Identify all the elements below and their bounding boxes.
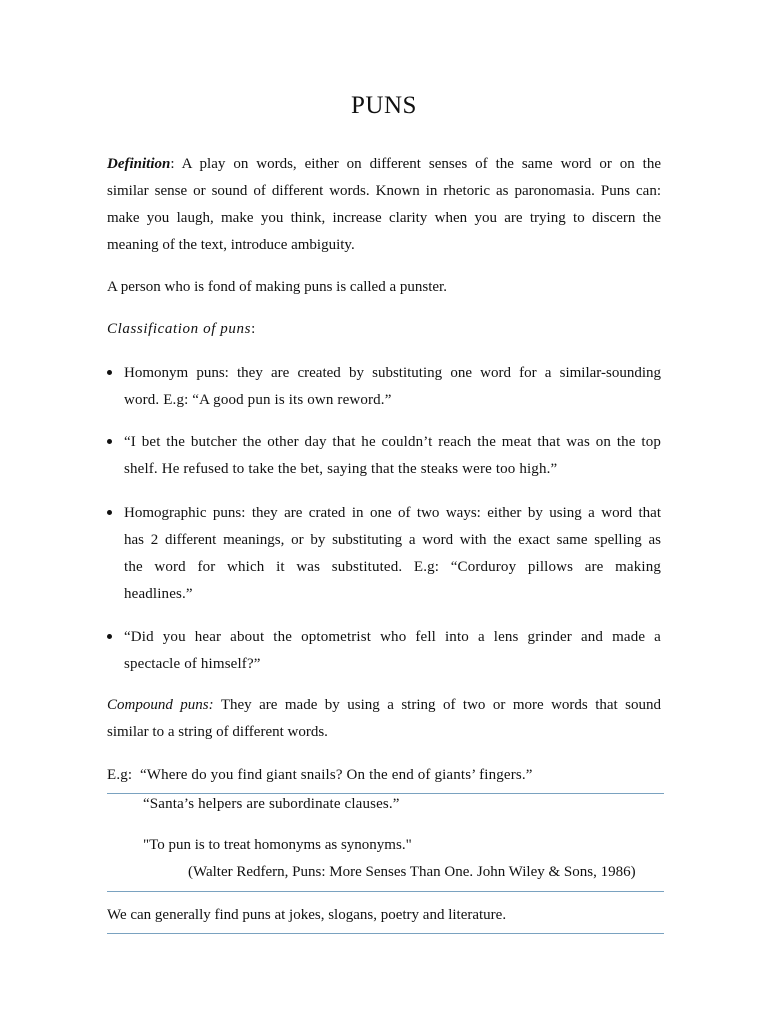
bullet-icon <box>107 634 112 639</box>
punster-sentence: A person who is fond of making puns is called a punster. <box>107 279 447 295</box>
classification-heading <box>107 316 661 343</box>
example-line-1 <box>107 765 533 785</box>
compound-label: Compound puns: <box>107 697 214 713</box>
compound-line-1 <box>107 692 661 719</box>
closing-sentence: We can generally find puns at jokes, slogans, poetry and literature. <box>107 907 507 923</box>
definition-line-4: meaning of the text, introduce ambiguity. <box>107 237 355 253</box>
bullet-2-line-1: “I bet the butcher the other day that he couldn’t reach the meat that was on the top <box>124 434 661 450</box>
definition-line-1-text: A play on words, either on different senses of the same word or on the <box>181 156 662 172</box>
citation: (Walter Redfern, Puns: More Senses Than One. John Wiley & Sons, 1986) <box>188 864 636 880</box>
example-3: "To pun is to treat homonyms as synonyms." <box>143 837 412 853</box>
bullet-icon <box>107 510 112 515</box>
example-1: “Where do you find giant snails? On the end of giants’ fingers.” <box>140 767 533 783</box>
bullet-icon <box>107 439 112 444</box>
bullet-3-line-2: has 2 different meanings, or by substituting a word with the exact same spelling as <box>124 532 661 548</box>
classification-colon: : <box>251 321 256 337</box>
bullet-3-line-1: Homographic puns: they are crated in one of two ways: either by using a word that <box>124 505 661 521</box>
bullet-4-line-1: “Did you hear about the optometrist who fell into a lens grinder and made a <box>124 629 661 645</box>
definition-paragraph <box>107 151 661 259</box>
definition-line-3: make you laugh, make you think, increase clarity when you are trying to discern the <box>107 210 661 226</box>
page-title: PUNS <box>351 92 417 119</box>
punster-paragraph <box>107 274 661 301</box>
bullet-1-line-1: Homonym puns: they are created by substituting one word for a similar-sounding <box>124 365 661 381</box>
bullet-1-line-2: word. E.g: “A good pun is its own reword.” <box>124 392 392 408</box>
definition-colon: : <box>170 156 182 172</box>
divider <box>107 933 664 934</box>
bullet-3-line-3: the word for which it was substituted. E.g: “Corduroy pillows are making <box>124 559 661 575</box>
example-2: “Santa’s helpers are subordinate clauses.” <box>143 796 400 812</box>
bullet-4-line-2: spectacle of himself?” <box>124 656 261 672</box>
divider <box>107 891 664 892</box>
definition-line-1 <box>107 151 661 178</box>
definition-term: Definition <box>107 156 171 172</box>
bullet-3-line-4: headlines.” <box>124 586 193 602</box>
compound-line-1-text: They are made by using a string of two or more words that sound <box>213 697 662 713</box>
classification-label: Classification of puns <box>107 321 252 337</box>
eg-prefix: E.g: <box>107 767 133 783</box>
compound-paragraph <box>107 692 661 746</box>
definition-line-2: similar sense or sound of different words. Known in rhetoric as paronomasia. Puns can: <box>107 183 661 199</box>
bullet-icon <box>107 370 112 375</box>
compound-line-2: similar to a string of different words. <box>107 724 328 740</box>
bullet-2-line-2: shelf. He refused to take the bet, saying that the steaks were too high.” <box>124 461 558 477</box>
